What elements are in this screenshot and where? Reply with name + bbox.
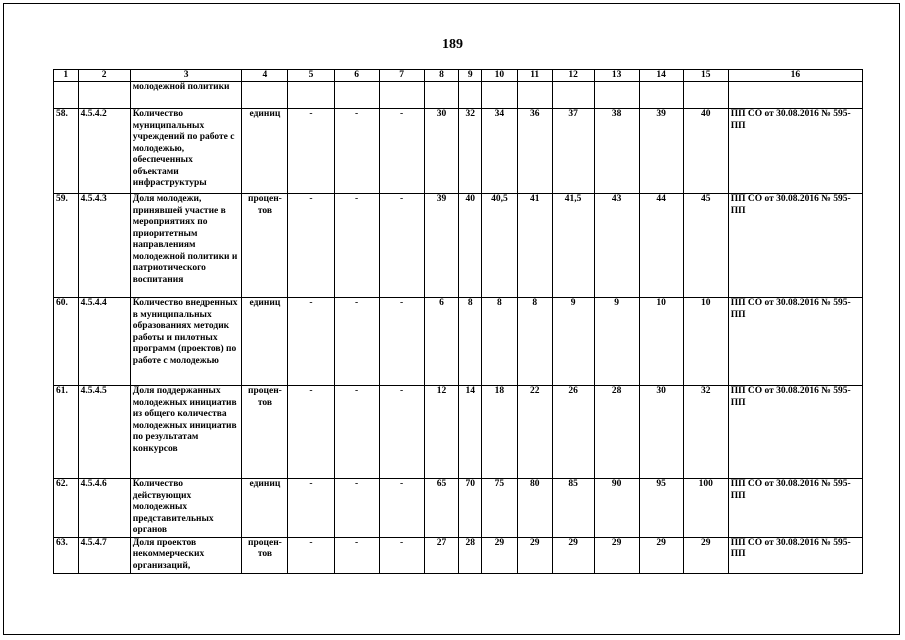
indicator-code: 4.5.4.6 xyxy=(78,479,130,538)
value-col8: 27 xyxy=(424,537,459,573)
value-col10: 8 xyxy=(481,298,517,386)
value-col11: 80 xyxy=(517,479,552,538)
value-col6: - xyxy=(334,298,379,386)
value-col12: 85 xyxy=(552,479,594,538)
value-col8: 12 xyxy=(424,386,459,479)
table-header-row xyxy=(54,70,863,82)
table-row xyxy=(54,109,863,194)
source-document: ПП СО от 30.08.2016 № 595-ПП xyxy=(728,479,862,538)
indicator-name: Доля поддержанных молодежных инициатив из общего количества молодежных инициатив по результатам конкурсов xyxy=(130,386,242,479)
value-col5: - xyxy=(288,479,334,538)
value-col5: - xyxy=(288,298,334,386)
value-col7: - xyxy=(379,386,424,479)
source-document: ПП СО от 30.08.2016 № 595-ПП xyxy=(728,537,862,573)
value-col7: - xyxy=(379,298,424,386)
continuation-text: молодежной политики xyxy=(130,82,242,109)
unit: единиц xyxy=(242,109,288,194)
value-col12: 9 xyxy=(552,298,594,386)
page-number: 189 xyxy=(442,37,463,52)
value-col9: 32 xyxy=(459,109,482,194)
value-col14: 30 xyxy=(639,386,683,479)
value-col6: - xyxy=(334,194,379,298)
value-col14: 44 xyxy=(639,194,683,298)
column-header: 5 xyxy=(288,70,334,82)
unit: единиц xyxy=(242,298,288,386)
value-col11: 8 xyxy=(517,298,552,386)
value-col9: 8 xyxy=(459,298,482,386)
row-number: 59. xyxy=(54,194,79,298)
table-row xyxy=(54,479,863,538)
value-col7: - xyxy=(379,479,424,538)
value-col8: 65 xyxy=(424,479,459,538)
value-col13: 9 xyxy=(594,298,639,386)
value-col9: 70 xyxy=(459,479,482,538)
value-col12: 26 xyxy=(552,386,594,479)
indicator-code: 4.5.4.5 xyxy=(78,386,130,479)
source-document: ПП СО от 30.08.2016 № 595-ПП xyxy=(728,194,862,298)
row-number: 62. xyxy=(54,479,79,538)
value-col14: 29 xyxy=(639,537,683,573)
indicator-name: Количество внедренных в муниципальных образованиях методик работы и пилотных программ (проектов) по работе с молодежью xyxy=(130,298,242,386)
column-header: 2 xyxy=(78,70,130,82)
value-col13: 38 xyxy=(594,109,639,194)
column-header: 14 xyxy=(639,70,683,82)
column-header: 1 xyxy=(54,70,79,82)
value-col8: 39 xyxy=(424,194,459,298)
indicator-name: Количество муниципальных учреждений по работе с молодежью, обеспеченных объектами инфраструктуры xyxy=(130,109,242,194)
indicator-code: 4.5.4.7 xyxy=(78,537,130,573)
value-col12: 37 xyxy=(552,109,594,194)
indicators-table xyxy=(53,69,863,574)
column-header: 10 xyxy=(481,70,517,82)
table-row xyxy=(54,298,863,386)
value-col11: 36 xyxy=(517,109,552,194)
row-number: 63. xyxy=(54,537,79,573)
source-document: ПП СО от 30.08.2016 № 595-ПП xyxy=(728,109,862,194)
value-col5: - xyxy=(288,537,334,573)
value-col14: 39 xyxy=(639,109,683,194)
row-number: 61. xyxy=(54,386,79,479)
column-header: 13 xyxy=(594,70,639,82)
unit: процен-тов xyxy=(242,537,288,573)
indicator-name: Доля молодежи, принявшей участие в мероприятиях по приоритетным направлениям молодежной политики и патриотического воспитания xyxy=(130,194,242,298)
value-col13: 29 xyxy=(594,537,639,573)
value-col5: - xyxy=(288,386,334,479)
value-col9: 14 xyxy=(459,386,482,479)
indicator-code: 4.5.4.3 xyxy=(78,194,130,298)
column-header: 15 xyxy=(683,70,728,82)
value-col8: 6 xyxy=(424,298,459,386)
source-document: ПП СО от 30.08.2016 № 595-ПП xyxy=(728,386,862,479)
value-col6: - xyxy=(334,109,379,194)
value-col10: 40,5 xyxy=(481,194,517,298)
value-col5: - xyxy=(288,194,334,298)
column-header: 9 xyxy=(459,70,482,82)
value-col13: 90 xyxy=(594,479,639,538)
value-col13: 28 xyxy=(594,386,639,479)
row-number: 58. xyxy=(54,109,79,194)
column-header: 3 xyxy=(130,70,242,82)
value-col6: - xyxy=(334,537,379,573)
column-header: 7 xyxy=(379,70,424,82)
value-col12: 29 xyxy=(552,537,594,573)
indicator-code: 4.5.4.2 xyxy=(78,109,130,194)
unit: процен-тов xyxy=(242,386,288,479)
value-col15: 32 xyxy=(683,386,728,479)
table-row xyxy=(54,386,863,479)
value-col15: 29 xyxy=(683,537,728,573)
value-col6: - xyxy=(334,479,379,538)
value-col12: 41,5 xyxy=(552,194,594,298)
value-col7: - xyxy=(379,109,424,194)
continuation-row xyxy=(54,82,863,109)
value-col10: 75 xyxy=(481,479,517,538)
column-header: 8 xyxy=(424,70,459,82)
value-col13: 43 xyxy=(594,194,639,298)
source-document: ПП СО от 30.08.2016 № 595-ПП xyxy=(728,298,862,386)
value-col10: 34 xyxy=(481,109,517,194)
value-col10: 18 xyxy=(481,386,517,479)
value-col15: 45 xyxy=(683,194,728,298)
table-row xyxy=(54,194,863,298)
value-col5: - xyxy=(288,109,334,194)
value-col15: 100 xyxy=(683,479,728,538)
indicator-code: 4.5.4.4 xyxy=(78,298,130,386)
value-col11: 22 xyxy=(517,386,552,479)
value-col9: 28 xyxy=(459,537,482,573)
value-col11: 29 xyxy=(517,537,552,573)
value-col14: 10 xyxy=(639,298,683,386)
table-row xyxy=(54,537,863,573)
value-col14: 95 xyxy=(639,479,683,538)
value-col6: - xyxy=(334,386,379,479)
column-header: 6 xyxy=(334,70,379,82)
column-header: 12 xyxy=(552,70,594,82)
value-col9: 40 xyxy=(459,194,482,298)
value-col10: 29 xyxy=(481,537,517,573)
column-header: 4 xyxy=(242,70,288,82)
value-col15: 10 xyxy=(683,298,728,386)
indicator-name: Количество действующих молодежных представительных органов xyxy=(130,479,242,538)
column-header: 16 xyxy=(728,70,862,82)
unit: единиц xyxy=(242,479,288,538)
value-col11: 41 xyxy=(517,194,552,298)
column-header: 11 xyxy=(517,70,552,82)
value-col15: 40 xyxy=(683,109,728,194)
value-col7: - xyxy=(379,194,424,298)
row-number: 60. xyxy=(54,298,79,386)
indicator-name: Доля проектов некоммерческих организаций, xyxy=(130,537,242,573)
value-col8: 30 xyxy=(424,109,459,194)
unit: процен-тов xyxy=(242,194,288,298)
value-col7: - xyxy=(379,537,424,573)
